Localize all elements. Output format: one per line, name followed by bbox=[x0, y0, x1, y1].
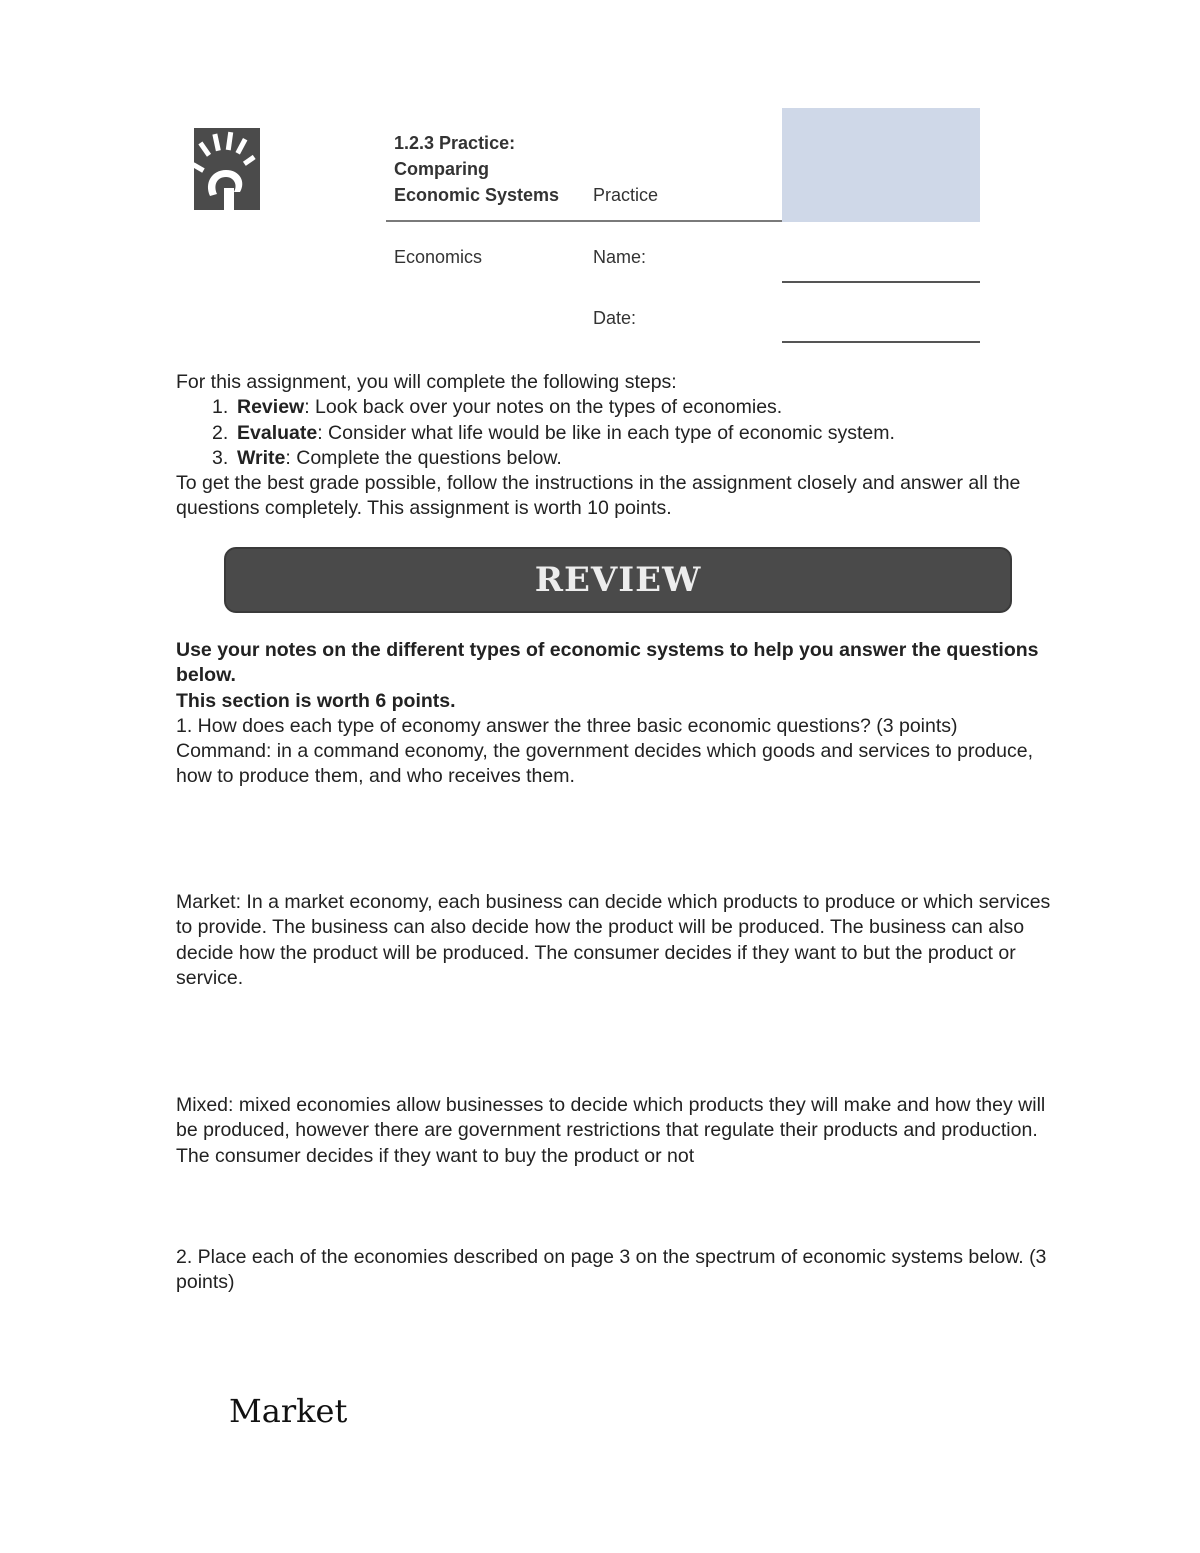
step-item bbox=[176, 446, 1066, 471]
spectrum-market-label: Market bbox=[229, 1392, 348, 1430]
review-banner-label: REVIEW bbox=[534, 560, 702, 600]
title-line: Economic Systems bbox=[394, 185, 560, 205]
subject-label: Economics bbox=[394, 247, 483, 267]
name-field[interactable] bbox=[782, 281, 980, 283]
step-number: 1. bbox=[212, 396, 229, 419]
step-item bbox=[176, 395, 1066, 420]
step-term: Write bbox=[237, 446, 286, 469]
title-line: Comparing bbox=[394, 159, 490, 179]
review-instructions: Use your notes on the different types of economic systems to help you answer the questions below. bbox=[176, 639, 1039, 687]
page-title bbox=[394, 130, 559, 208]
answer-market[interactable]: Market: In a market economy, each business can decide which products to produce or which services to provide. The business can also decide how the product will be produced. The business can also decide how the product will be produced. The consumer decides if they want to but the product or service. bbox=[176, 891, 1051, 989]
step-item bbox=[176, 421, 1066, 446]
review-section bbox=[176, 638, 1066, 790]
name-label: Name: bbox=[593, 247, 647, 267]
date-label: Date: bbox=[593, 308, 637, 328]
answer-command[interactable]: Command: in a command economy, the government decides which goods and services to produce, how to produce them, and who receives them. bbox=[176, 740, 1034, 788]
header-divider bbox=[386, 220, 782, 222]
question-2: 2. Place each of the economies described on page 3 on the spectrum of economic systems below. (3 points) bbox=[176, 1246, 1047, 1294]
step-term: Review bbox=[237, 396, 305, 419]
step-text: : Look back over your notes on the types of economies. bbox=[304, 396, 783, 419]
points-note: This section is worth 6 points. bbox=[176, 689, 456, 712]
date-field[interactable] bbox=[782, 341, 980, 343]
assignment-type: Practice bbox=[593, 185, 659, 205]
instructions-lead: For this assignment, you will complete the following steps: bbox=[176, 371, 677, 393]
question-1: 1. How does each type of economy answer the three basic economic questions? (3 points) bbox=[176, 714, 958, 737]
step-number: 3. bbox=[212, 446, 229, 469]
title-line: 1.2.3 Practice: bbox=[394, 133, 516, 153]
step-text: : Complete the questions below. bbox=[285, 446, 562, 469]
steps-list bbox=[176, 395, 1066, 471]
grade-box bbox=[782, 108, 980, 222]
step-term: Evaluate bbox=[237, 421, 318, 444]
step-number: 2. bbox=[212, 421, 229, 444]
instructions-section bbox=[176, 370, 1066, 522]
answer-mixed[interactable]: Mixed: mixed economies allow businesses to decide which products they will make and how they will be produced, however there are government restrictions that regulate their products and production. The consumer decides if they want to buy the product or not bbox=[176, 1094, 1046, 1167]
burst-head-logo-icon bbox=[194, 128, 260, 210]
instructions-closing: To get the best grade possible, follow the instructions in the assignment closely and answer all the questions completely. This assignment is worth 10 points. bbox=[176, 472, 1021, 520]
step-text: : Consider what life would be like in each type of economic system. bbox=[317, 421, 895, 444]
review-banner bbox=[224, 547, 1012, 613]
